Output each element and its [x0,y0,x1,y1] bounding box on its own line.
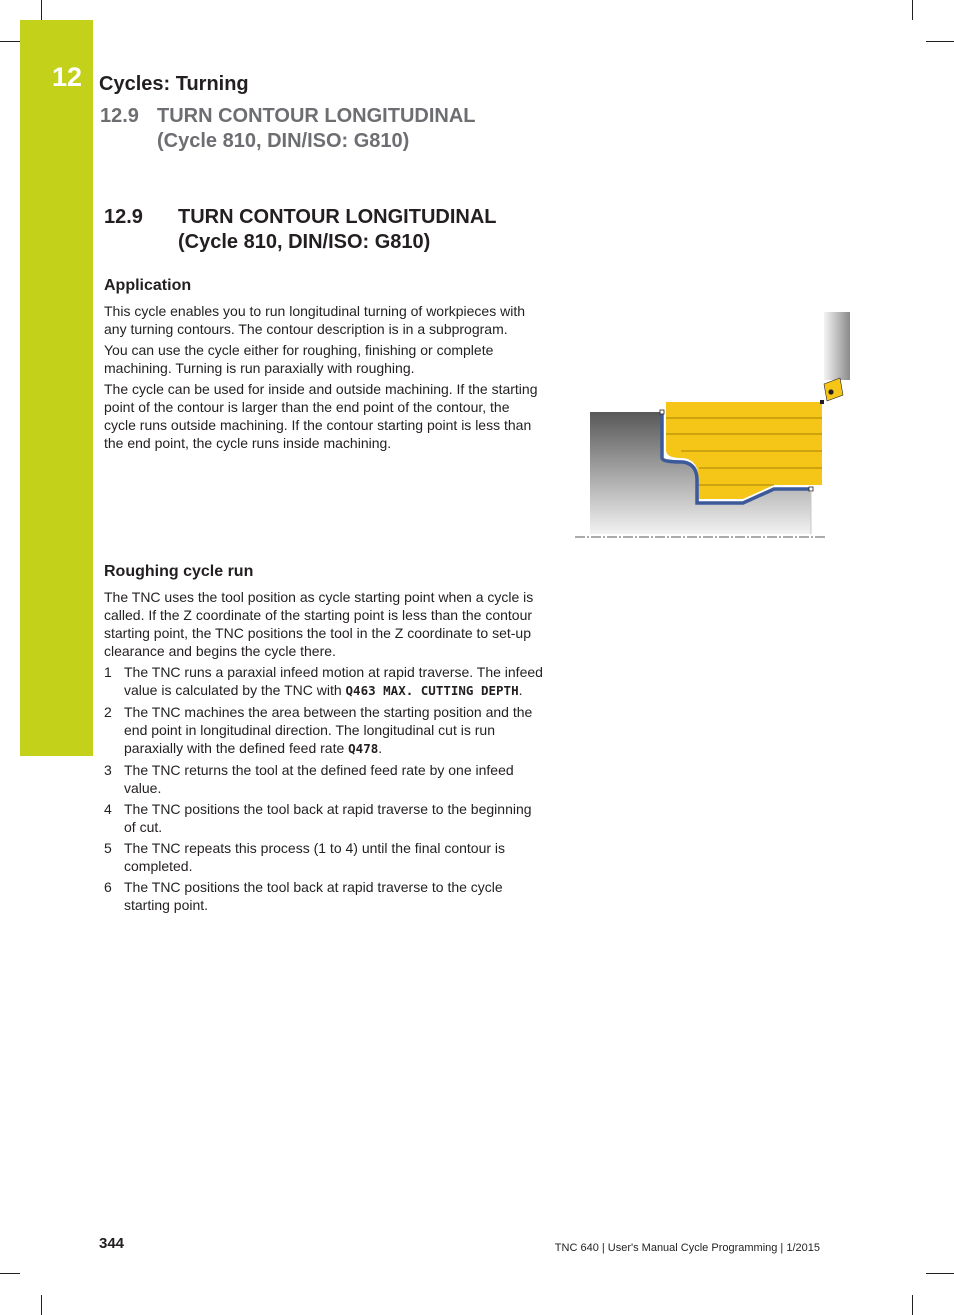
chapter-tab [20,20,93,756]
parameter-code: Q478 [348,741,379,756]
section-title-line2: (Cycle 810, DIN/ISO: G810) [178,231,431,253]
crop-mark [926,41,954,42]
running-header-section [100,104,476,154]
list-item: 4 The TNC positions the tool back at rapid traverse to the beginning of cut. [104,801,532,835]
crop-mark [912,1295,913,1315]
crop-mark [912,0,913,20]
page-number: 344 [99,1235,125,1252]
parameter-code: Q463 MAX. CUTTING DEPTH [345,683,519,698]
contour-end-point [809,487,813,491]
crop-mark [0,1273,20,1274]
tool-insert-icon [824,378,843,401]
roughing-steps [104,663,544,917]
roughing-intro: The TNC uses the tool position as cycle starting point when a cycle is called. If the Z coordinate of the starting point is less than the contour starting point, the TNC positions the tool in the Z coordinate to set-up clearance and begins the cycle there. [104,589,534,659]
running-section-number: 12.9 [100,105,139,127]
contour-start-point [660,410,664,414]
application-paragraph: The cycle can be used for inside and outside machining. If the starting point of the contour is larger than the end point of the contour, the cycle runs outside machining. If the contour starting point is less than the end point, the cycle runs inside machining. [104,381,538,451]
section-heading [104,205,497,255]
chapter-number: 12 [52,62,83,92]
list-item: 5 The TNC repeats this process (1 to 4) until the final contour is completed. [104,840,506,874]
list-item: 6 The TNC positions the tool back at rapid traverse to the cycle starting point. [104,879,503,913]
application-paragraph: You can use the cycle either for roughing, finishing or complete machining. Turning is run paraxially with roughing. [104,342,494,376]
tool-holder [824,312,850,380]
crop-mark [0,41,20,42]
application-heading: Application [104,277,192,294]
list-item: 3 The TNC returns the tool at the defined feed rate by one infeed value. [104,762,514,796]
tool-insert-hole [828,389,833,394]
cycle-start-point [820,400,824,404]
running-section-line1: TURN CONTOUR LONGITUDINAL [157,105,476,127]
roughing-heading: Roughing cycle run [104,563,254,580]
crop-mark [41,0,42,20]
section-number: 12.9 [104,206,143,228]
section-title-line1: TURN CONTOUR LONGITUDINAL [178,206,497,228]
turning-diagram [573,310,853,542]
list-item: 1 The TNC runs a paraxial infeed motion at rapid traverse. The infeed value is calculated by the TNC with Q463 MAX. CUTTING DEPTH. [104,664,543,698]
application-text [104,302,544,455]
application-paragraph: This cycle enables you to run longitudinal turning of workpieces with any turning contours. The contour description is in a subprogram. [104,303,526,337]
footer-text: TNC 640 | User's Manual Cycle Programming | 1/2015 [554,1242,820,1254]
running-header-chapter: Cycles: Turning [99,73,249,95]
crop-mark [926,1273,954,1274]
crop-mark [41,1295,42,1315]
list-item: 2 The TNC machines the area between the starting position and the end point in longitudinal direction. The longitudinal cut is run paraxially with the defined feed rate Q478. [104,704,533,756]
running-section-line2: (Cycle 810, DIN/ISO: G810) [157,130,410,152]
